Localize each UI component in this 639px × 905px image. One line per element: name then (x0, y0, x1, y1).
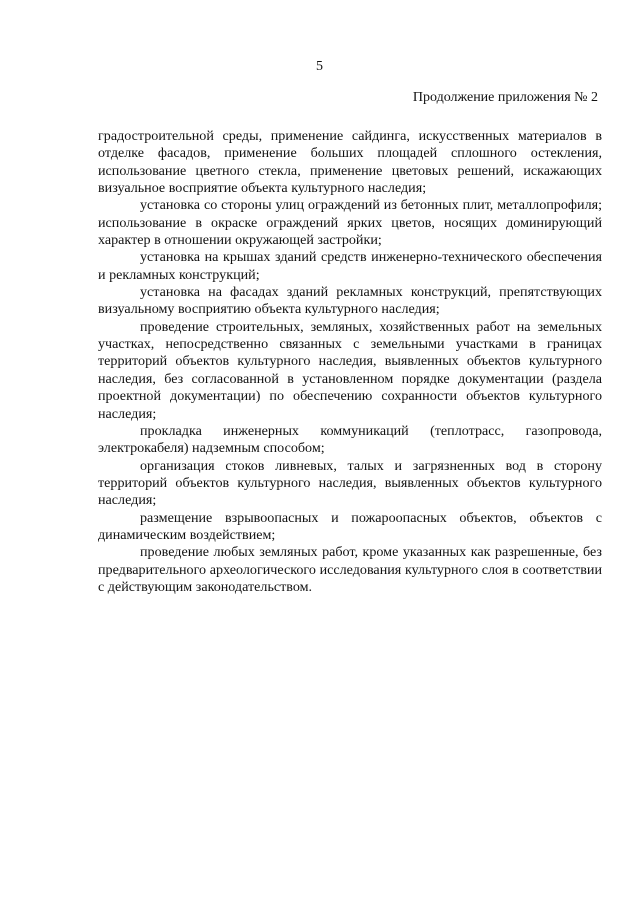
paragraph-construction-works: проведение строительных, земляных, хозяйственных работ на земельных участках, непосредственно связанных с земельными участками в границах территорий объектов культурного наследия, выявленных объектов культурного наследия, без согласованной в установленном порядке документации (раздела проектной документации) по обеспечению сохранности объектов культурного наследия; (98, 318, 602, 422)
paragraph-fences: установка со стороны улиц ограждений из бетонных плит, металлопрофиля; использование в окраске ограждений ярких цветов, носящих доминирующий характер в отношении окружающей застройки; (98, 197, 602, 249)
paragraph-utilities: прокладка инженерных коммуникаций (теплотрасс, газопровода, электрокабеля) надземным способом; (98, 422, 602, 457)
paragraph-continuation: градостроительной среды, применение сайдинга, искусственных материалов в отделке фасадов, применение больших площадей сплошного остекления, использование цветного стекла, применение цветовых решений, искажающих визуальное восприятие объекта культурного наследия; (98, 128, 602, 197)
document-body (98, 128, 602, 596)
paragraph-facade-advertising: установка на фасадах зданий рекламных конструкций, препятствующих визуальному восприятию объекта культурного наследия; (98, 284, 602, 318)
paragraph-earthworks: проведение любых земляных работ, кроме указанных как разрешенные, без предварительного археологического исследования культурного слоя в соответствии с действующим законодательством. (98, 544, 602, 595)
page-number: 5 (316, 59, 323, 74)
paragraph-hazardous-objects: размещение взрывоопасных и пожароопасных объектов, объектов с динамическим воздействием; (98, 509, 602, 543)
paragraph-roof-equipment: установка на крышах зданий средств инженерно-технического обеспечения и рекламных конструкций; (98, 249, 602, 283)
paragraph-drainage: организация стоков ливневых, талых и загрязненных вод в сторону территорий объектов культурного наследия, выявленных объектов культурного наследия; (98, 457, 602, 509)
appendix-continuation-note: Продолжение приложения № 2 (412, 90, 598, 105)
